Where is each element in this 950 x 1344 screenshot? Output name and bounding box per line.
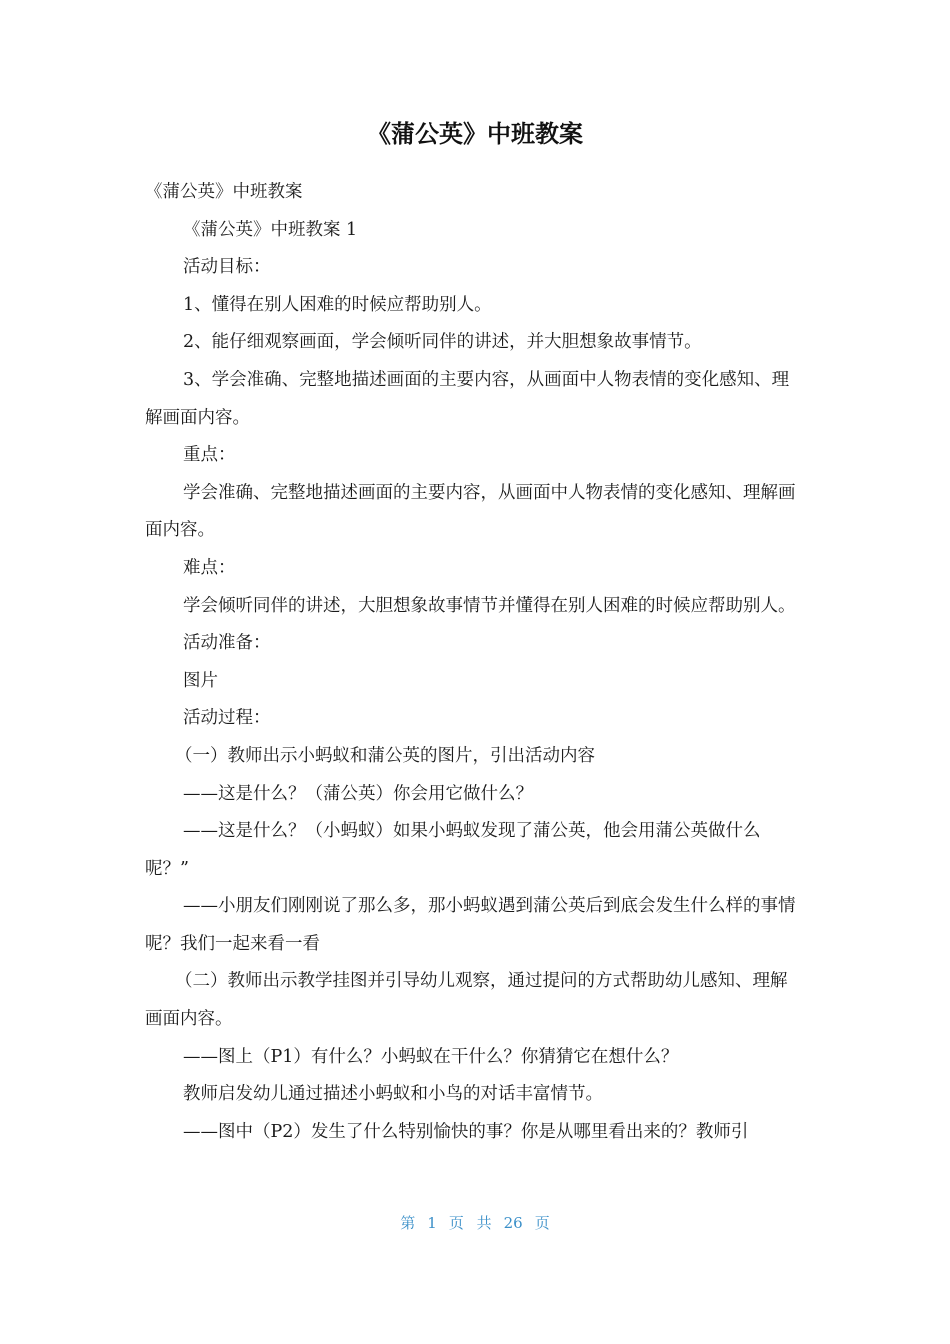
paragraph: ——图中（P2）发生了什么特别愉快的事？你是从哪里看出来的？教师引: [183, 1121, 749, 1142]
paragraph: 重点：: [183, 445, 236, 466]
paragraph: （二）教师出示教学挂图并引导幼儿观察，通过提问的方式帮助幼儿感知、理解画面内容。: [145, 971, 788, 1030]
page-label-suffix: 页: [534, 1214, 550, 1232]
paragraph: 《蒲公英》中班教案 1: [183, 219, 358, 240]
page-label-middle: 页 共: [448, 1214, 492, 1232]
paragraph: 难点：: [183, 557, 236, 578]
paragraph: 学会倾听同伴的讲述，大胆想象故事情节并懂得在别人困难的时候应帮助别人。: [183, 595, 796, 616]
paragraph: 2、能仔细观察画面，学会倾听同伴的讲述，并大胆想象故事情节。: [183, 332, 702, 353]
paragraph: 1、懂得在别人困难的时候应帮助别人。: [183, 294, 492, 315]
page-footer: [0, 1209, 950, 1237]
document-body: [145, 174, 797, 1151]
paragraph: 活动目标：: [183, 257, 271, 278]
current-page-number: 1: [427, 1214, 437, 1232]
paragraph: 教师启发幼儿通过描述小蚂蚁和小鸟的对话丰富情节。: [183, 1084, 603, 1105]
paragraph: 活动准备：: [183, 633, 271, 654]
paragraph: （一）教师出示小蚂蚁和蒲公英的图片，引出活动内容: [175, 745, 595, 766]
paragraph: 学会准确、完整地描述画面的主要内容，从画面中人物表情的变化感知、理解画面内容。: [145, 482, 796, 541]
paragraph: ——这是什么？（小蚂蚁）如果小蚂蚁发现了蒲公英，他会用蒲公英做什么呢？”: [145, 821, 761, 879]
paragraph: 3、学会准确、完整地描述画面的主要内容，从画面中人物表情的变化感知、理解画面内容。: [145, 369, 790, 428]
page-label-prefix: 第: [400, 1214, 416, 1232]
paragraph: 图片: [183, 670, 218, 691]
paragraph: 《蒲公英》中班教案: [145, 182, 303, 202]
paragraph: ——这是什么？（蒲公英）你会用它做什么？: [183, 783, 533, 804]
document-title: 《蒲公英》中班教案: [367, 120, 583, 148]
paragraph: 活动过程：: [183, 708, 271, 729]
total-pages-number: 26: [503, 1214, 523, 1232]
paragraph: ——小朋友们刚刚说了那么多，那小蚂蚁遇到蒲公英后到底会发生什么样的事情呢？我们一起来看一看: [145, 896, 796, 954]
paragraph: ——图上（P1）有什么？小蚂蚁在干什么？你猜猜它在想什么？: [183, 1046, 679, 1067]
